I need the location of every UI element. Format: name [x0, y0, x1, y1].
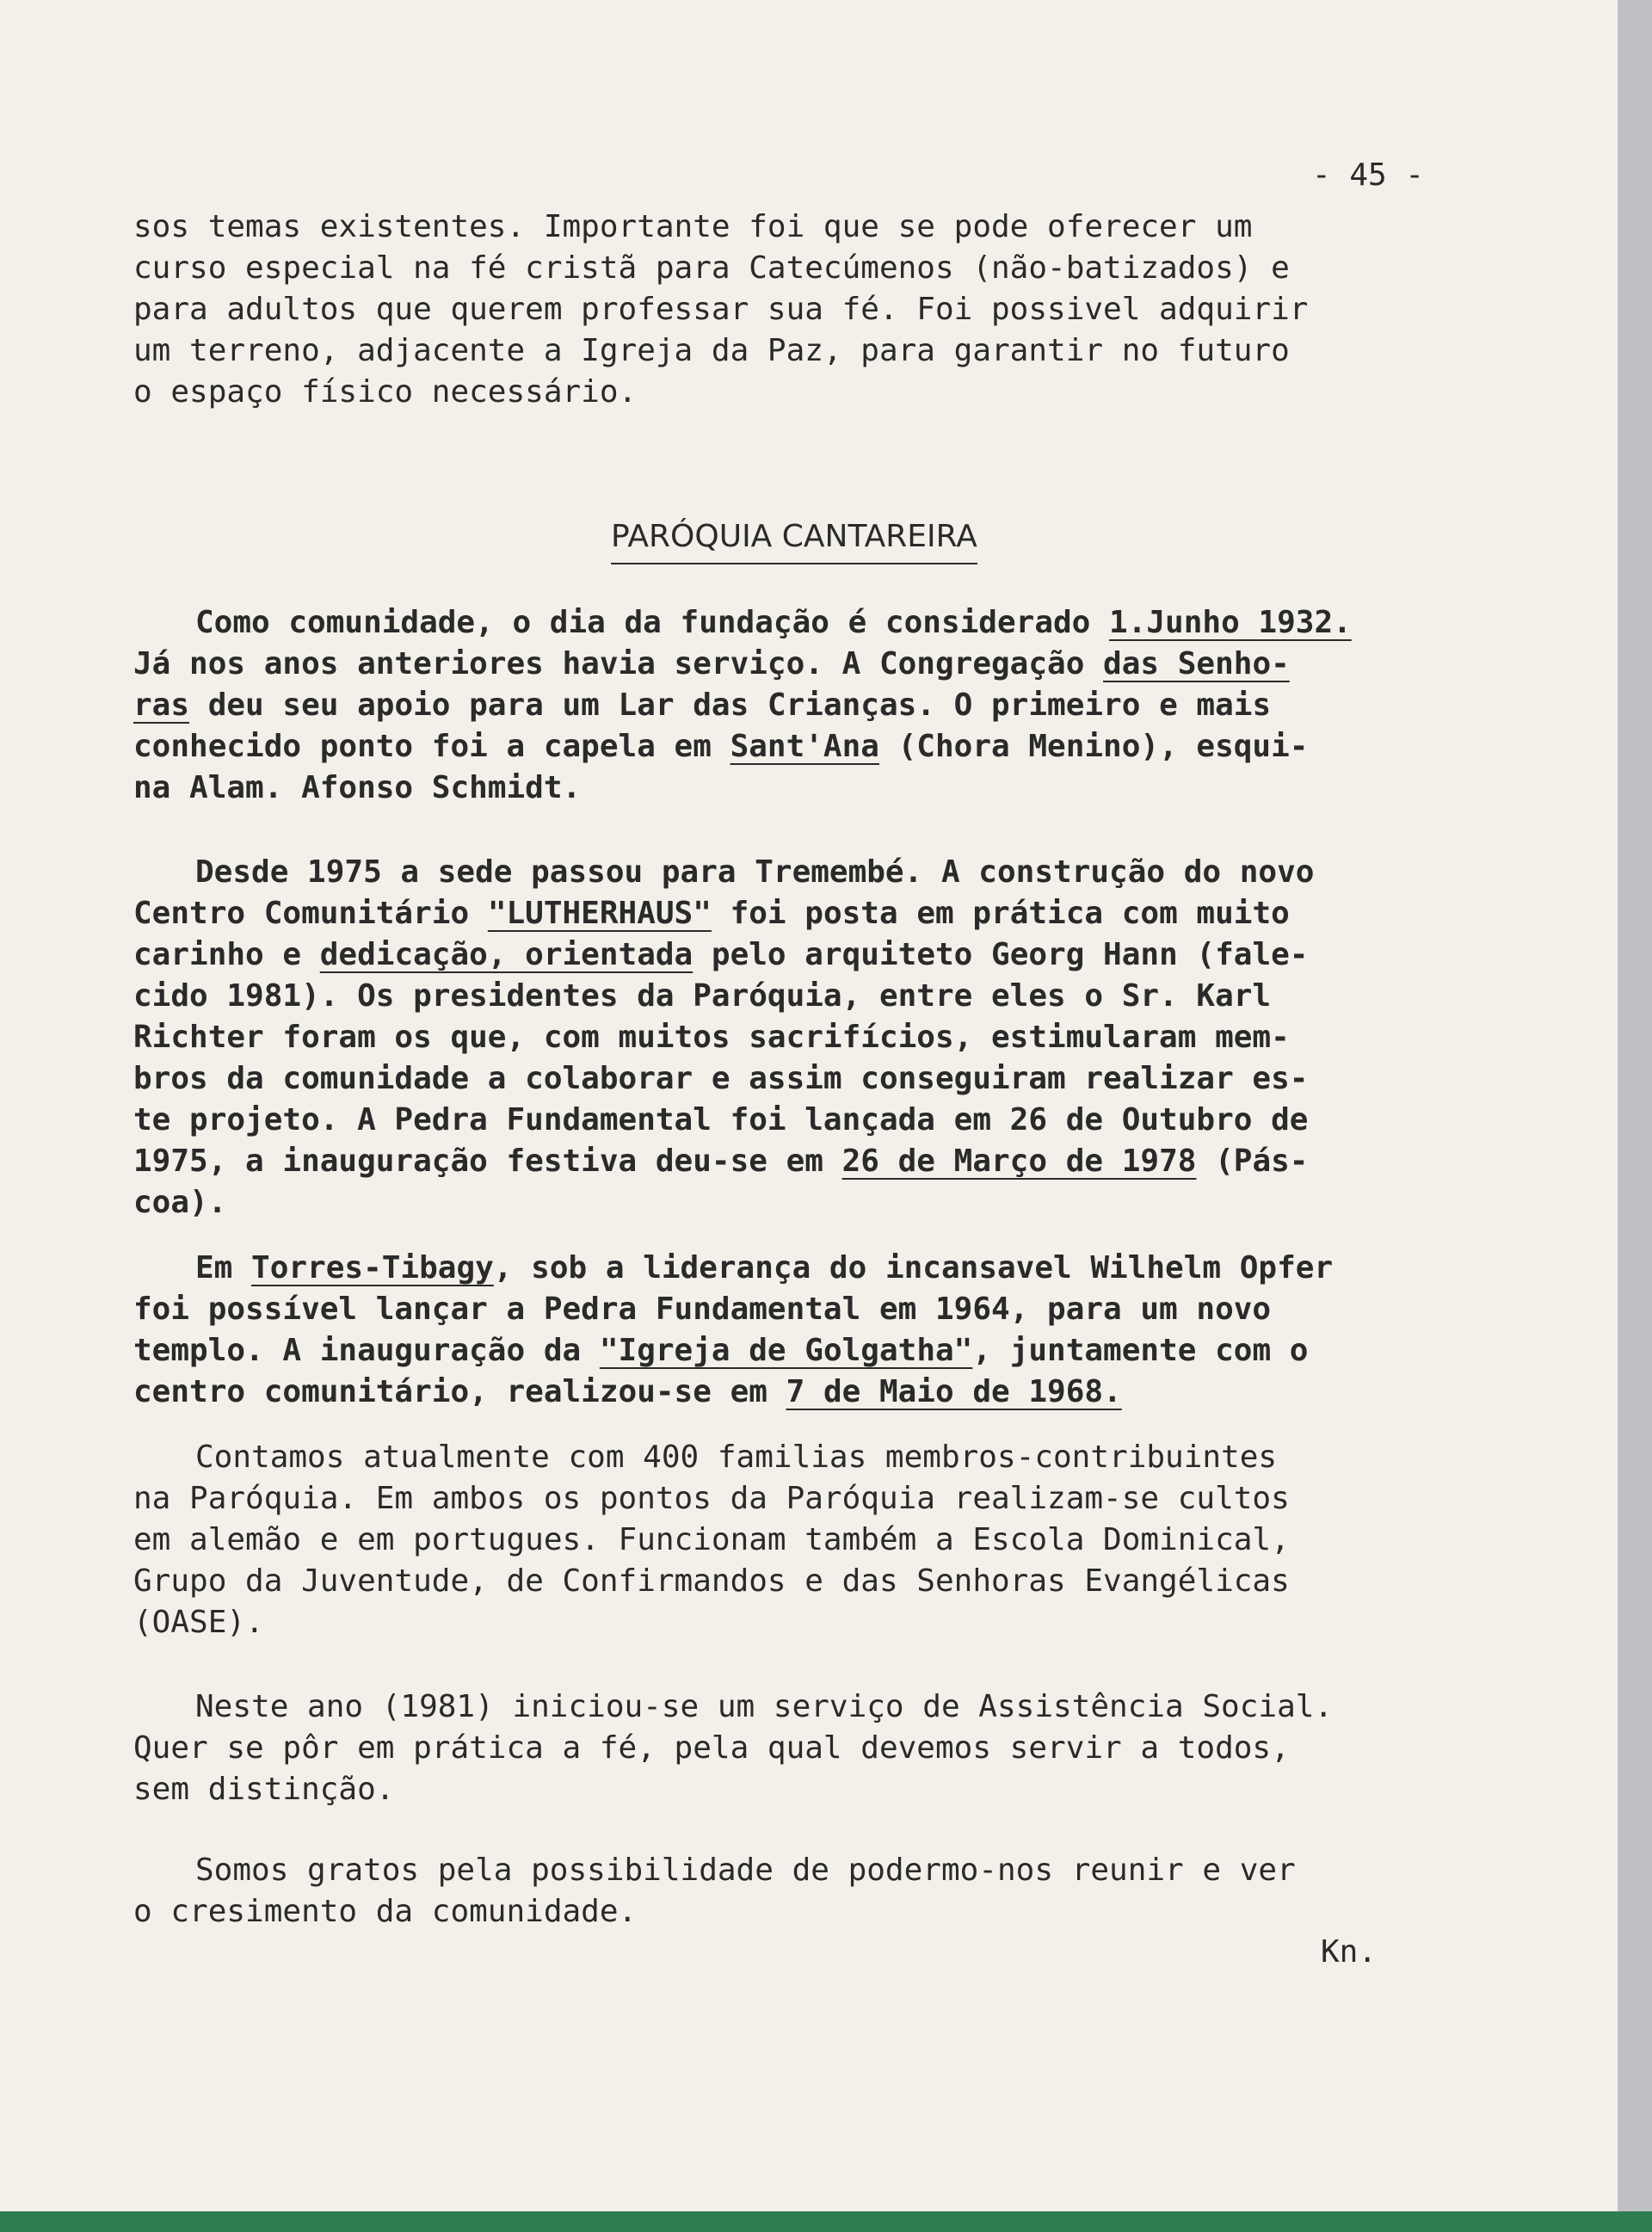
- paragraph-line: Richter foram os que, com muitos sacrifícios, estimularam mem-: [133, 1020, 1290, 1055]
- paragraph-line: [133, 893, 1314, 934]
- text-run: deu seu apoio para um Lar das Crianças. O primeiro e mais: [189, 687, 1272, 723]
- paragraph-founding: [133, 602, 1352, 809]
- paragraph-line: Quer se pôr em prática a fé, pela qual devemos servir a todos,: [133, 1730, 1290, 1766]
- paragraph-line: cido 1981). Os presidentes da Paróquia, entre eles o Sr. Karl: [133, 978, 1272, 1014]
- paragraph-line: [133, 644, 1352, 685]
- page-number: - 45 -: [1312, 157, 1425, 193]
- text-run: 1975, a inauguração festiva deu-se em: [133, 1144, 842, 1179]
- author-initials: Kn.: [1321, 1934, 1378, 1970]
- paragraph-line: na Paróquia. Em ambos os pontos da Paróquia realizam-se cultos: [133, 1481, 1290, 1516]
- text-run: Centro Comunitário: [133, 896, 488, 931]
- paragraph-line: [133, 1141, 1314, 1182]
- paragraph-line: na Alam. Afonso Schmidt.: [133, 770, 582, 805]
- underlined-text: dedicação, orientada: [319, 937, 693, 972]
- intro-paragraph: [133, 207, 1308, 413]
- paragraph-line: [133, 1248, 1333, 1289]
- paragraph-line: em alemão e em portugues. Funcionam também a Escola Dominical,: [133, 1522, 1290, 1557]
- paragraph-line: Contamos atualmente com 400 familias membros-contribuintes: [195, 1440, 1278, 1475]
- paragraph-line: [133, 1372, 1333, 1413]
- text-run: pelo arquiteto Georg Hann (fale-: [693, 937, 1309, 972]
- underlined-date: 1.Junho 1932.: [1109, 605, 1352, 640]
- text-run: Como comunidade, o dia da fundação é considerado: [195, 605, 1110, 640]
- paragraph-line: bros da comunidade a colaborar e assim conseguiram realizar es-: [133, 1061, 1309, 1096]
- intro-line: um terreno, adjacente a Igreja da Paz, para garantir no futuro: [133, 333, 1290, 368]
- scan-edge-bottom: [0, 2211, 1652, 2232]
- intro-line: o espaço físico necessário.: [133, 374, 638, 410]
- text-run: foi posta em prática com muito: [711, 896, 1290, 931]
- underlined-date: 26 de Março de 1978: [841, 1144, 1197, 1179]
- paragraph-line: Neste ano (1981) iniciou-se um serviço de Assistência Social.: [195, 1689, 1334, 1724]
- text-run: , juntamente com o: [972, 1333, 1309, 1368]
- text-run: (Pás-: [1196, 1144, 1309, 1179]
- underlined-text: das Senho-: [1103, 646, 1290, 681]
- underlined-name: "Igreja de Golgatha": [599, 1333, 973, 1368]
- paragraph-line: (OASE).: [133, 1605, 264, 1640]
- paragraph-social-assistance: [133, 1686, 1333, 1810]
- paragraph-line: Grupo da Juventude, de Confirmandos e das Senhoras Evangélicas: [133, 1563, 1290, 1599]
- underlined-name: "LUTHERHAUS": [487, 896, 712, 931]
- paragraph-line: [133, 685, 1352, 726]
- text-run: Em: [195, 1250, 252, 1286]
- text-run: conhecido ponto foi a capela em: [133, 729, 730, 764]
- text-run: centro comunitário, realizou-se em: [133, 1374, 786, 1409]
- text-run: carinho e: [133, 937, 320, 972]
- paragraph-lutherhaus: [133, 852, 1314, 1224]
- text-run: Já nos anos anteriores havia serviço. A Congregação: [133, 646, 1104, 681]
- scan-edge-right: [1618, 0, 1652, 2232]
- section-title: PARÓQUIA CANTAREIRA: [611, 516, 977, 564]
- paragraph-closing: [133, 1850, 1296, 1933]
- paragraph-torres-tibagy: [133, 1248, 1333, 1413]
- paragraph-line: [133, 934, 1314, 976]
- intro-line: curso especial na fé cristã para Catecúmenos (não-batizados) e: [133, 250, 1290, 286]
- paragraph-line: foi possível lançar a Pedra Fundamental em 1964, para um novo: [133, 1292, 1272, 1327]
- paragraph-line: coa).: [133, 1185, 227, 1220]
- paragraph-line: Desde 1975 a sede passou para Tremembé. A construção do novo: [195, 854, 1315, 890]
- paragraph-line: te projeto. A Pedra Fundamental foi lançada em 26 de Outubro de: [133, 1102, 1309, 1138]
- underlined-place: Sant'Ana: [730, 729, 879, 764]
- paragraph-line: Somos gratos pela possibilidade de podermo-nos reunir e ver: [195, 1853, 1296, 1888]
- intro-line: sos temas existentes. Importante foi que se pode oferecer um: [133, 209, 1253, 244]
- text-run: , sob a liderança do incansavel Wilhelm Opfer: [493, 1250, 1334, 1286]
- text-run: templo. A inauguração da: [133, 1333, 600, 1368]
- paragraph-line: [133, 726, 1352, 768]
- intro-line: para adultos que querem professar sua fé. Foi possivel adquirir: [133, 292, 1309, 327]
- underlined-date: 7 de Maio de 1968.: [786, 1374, 1122, 1409]
- text-run: (Chora Menino), esqui-: [878, 729, 1309, 764]
- underlined-place: Torres-Tibagy: [251, 1250, 494, 1286]
- underlined-text: ras: [133, 687, 190, 723]
- paragraph-line: sem distinção.: [133, 1772, 395, 1807]
- paragraph-line: [133, 1330, 1333, 1372]
- paragraph-line: o cresimento da comunidade.: [133, 1894, 638, 1929]
- paragraph-members: [133, 1437, 1290, 1643]
- paragraph-line: [133, 602, 1352, 644]
